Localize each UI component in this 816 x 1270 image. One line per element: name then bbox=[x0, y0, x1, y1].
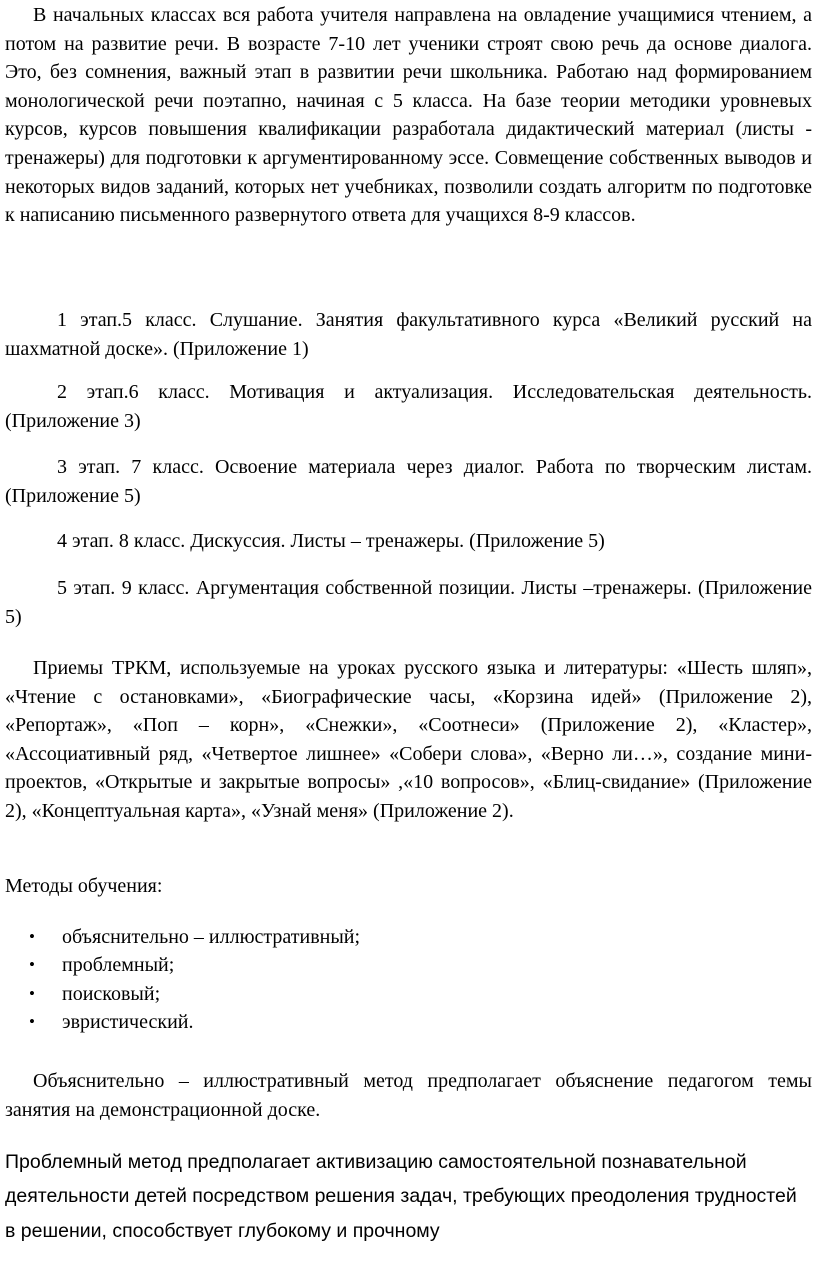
stage-3-paragraph: 3 этап. 7 класс. Освоение материала через диалог. Работа по творческим листам.(Приложение 5) bbox=[5, 456, 812, 507]
methods-heading: Методы обучения: bbox=[5, 875, 163, 897]
stage-5-paragraph: 5 этап. 9 класс. Аргументация собственной позиции. Листы –тренажеры. (Приложение 5) bbox=[5, 577, 812, 628]
trkm-paragraph: Приемы ТРКМ, используемые на уроках русского языка и литературы: «Шесть шляп», «Чтение с остановками», «Биографические часы, «Корзина идей» (Приложение 2), «Репортаж», «Поп – корн», «Снежки», «Соотнеси» (Приложение 2), «Кластер», «Ассоциативный ряд, «Четвертое лишнее» «Собери слова», «Верно ли…», создание мини-проектов, «Открытые и закрытые вопросы» ,«10 вопросов», «Блиц-свидание» (Приложение 2), «Концептуальная карта», «Узнай меня» (Приложение 2). bbox=[5, 657, 812, 822]
stage-1-paragraph: 1 этап.5 класс. Слушание. Занятия факультативного курса «Великий русский на шахматной доске». (Приложение 1) bbox=[5, 309, 812, 360]
bullet-icon: • bbox=[29, 1012, 35, 1032]
list-item: • эвристический. bbox=[5, 1008, 705, 1036]
bullet-icon: • bbox=[29, 983, 35, 1003]
bullet-icon: • bbox=[29, 955, 35, 975]
explanatory-method-paragraph: Объяснительно – иллюстративный метод предполагает объяснение педагогом темы занятия на демонстрационной доске. bbox=[5, 1070, 812, 1121]
list-item: • объяснительно – иллюстративный; bbox=[5, 923, 705, 951]
bullet-icon: • bbox=[29, 927, 35, 946]
methods-list bbox=[5, 923, 705, 1037]
list-item: • проблемный; bbox=[5, 951, 705, 979]
problem-method-paragraph: Проблемный метод предполагает активизацию самостоятельной познавательной деятельности детей посредством решения задач, требующих преодоления трудностей в решении, способствует глубокому и прочному bbox=[5, 1151, 797, 1242]
list-item: • поисковый; bbox=[5, 980, 705, 1008]
stage-4-paragraph: 4 этап. 8 класс. Дискуссия. Листы – тренажеры. (Приложение 5) bbox=[57, 530, 605, 552]
intro-paragraph: В начальных классах вся работа учителя направлена на овладение учащимися чтением, а потом на развитие речи. В возрасте 7-10 лет ученики строят свою речь да основе диалога. Это, без сомнения, важный этап в развитии речи школьника. Работаю над формированием монологической речи поэтапно, начиная с 5 класса. На базе теории методики уровневых курсов, курсов повышения квалификации разработала дидактический материал (листы - тренажеры) для подготовки к аргументированному эссе. Совмещение собственных выводов и некоторых видов заданий, которых нет учебниках, позволили создать алгоритм по подготовке к написанию письменного развернутого ответа для учащихся 8-9 классов. bbox=[5, 4, 812, 227]
stage-2-paragraph: 2 этап.6 класс. Мотивация и актуализация. Исследовательская деятельность. (Приложение 3) bbox=[5, 381, 812, 432]
